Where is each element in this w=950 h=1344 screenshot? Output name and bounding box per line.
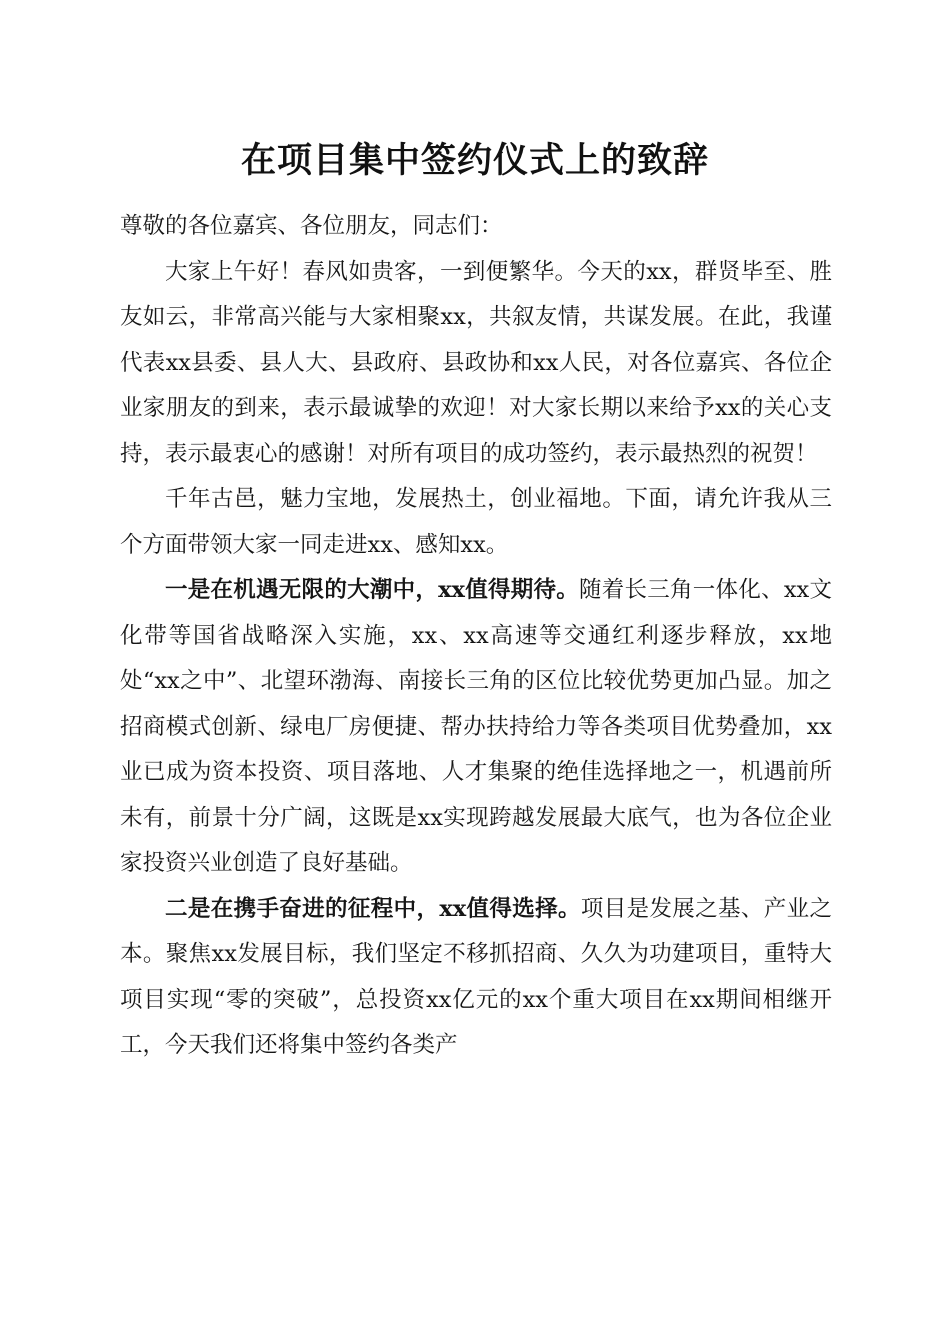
paragraph-text: 项目是发展之基、产业之本。聚焦xx发展目标，我们坚定不移抓招商、久久为功建项目，重特大项目实现“零的突破”，总投资xx亿元的xx个重大项目在xx期间相继开工，今天我们还将集中签约各类产	[120, 895, 832, 1058]
paragraph-text: 大家上午好！春风如贵客，一到便繁华。今天的xx，群贤毕至、胜友如云，非常高兴能与大家相聚xx，共叙友情，共谋发展。在此，我谨代表xx县委、县人大、县政府、县政协和xx人民，对各位嘉宾、各位企业家朋友的到来，表示最诚挚的欢迎！对大家长期以来给予xx的关心支持，表示最衷心的感谢！对所有项目的成功签约，表示最热烈的祝贺！	[120, 258, 832, 467]
paragraph-lead: 一是在机遇无限的大潮中，xx值得期待。	[165, 577, 579, 603]
paragraph-intro	[120, 477, 832, 568]
document-body	[120, 204, 832, 1069]
paragraph-point-two	[120, 887, 832, 1069]
paragraph-lead: 二是在携手奋进的征程中，xx值得选择。	[165, 895, 581, 922]
paragraph-point-one	[120, 568, 832, 887]
paragraph-greeting	[120, 250, 832, 478]
paragraph-text: 千年古邑，魅力宝地，发展热土，创业福地。下面，请允许我从三个方面带领大家一同走进xx、感知xx。	[120, 486, 832, 558]
paragraph-text: 随着长三角一体化、xx文化带等国省战略深入实施，xx、xx高速等交通红利逐步释放，xx地处“xx之中”、北望环渤海、南接长三角的区位比较优势更加凸显。加之招商模式创新、绿电厂房便捷、帮办扶持给力等各类项目优势叠加，xx业已成为资本投资、项目落地、人才集聚的绝佳选择地之一，机遇前所未有，前景十分广阔，这既是xx实现跨越发展最大底气，也为各位企业家投资兴业创造了良好基础。	[120, 577, 832, 876]
salutation: 尊敬的各位嘉宾、各位朋友，同志们：	[120, 213, 503, 239]
document-title: 在项目集中签约仪式上的致辞	[240, 140, 709, 181]
